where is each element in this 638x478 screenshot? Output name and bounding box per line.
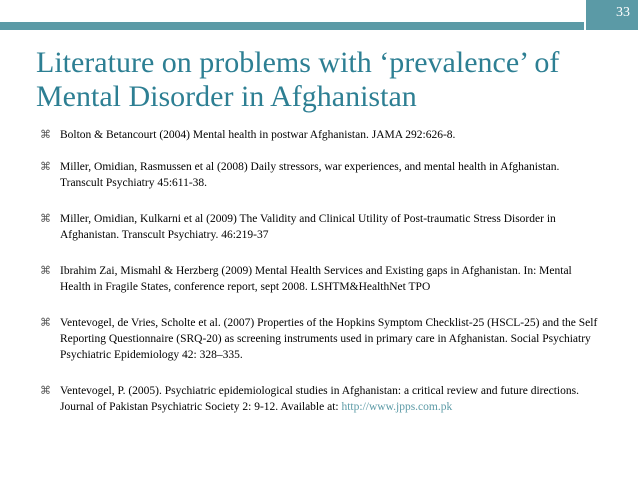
page-number: 33 [616, 5, 630, 20]
reference-text: Miller, Omidian, Kulkarni et al (2009) The Validity and Clinical Utility of Post-traumatic Stress Disorder in Afghanistan. Transcult Psychiatry. 46:219-37 [60, 213, 556, 241]
page-number-box [584, 0, 638, 30]
header-bar [0, 22, 584, 30]
reference-text: Ventevogel, P. (2005). Psychiatric epidemiological studies in Afghanistan: a critical review and future directions. Journal of Pakistan Psychiatric Society 2: 9-12. Available at: [60, 385, 579, 413]
reference-text: Ventevogel, de Vries, Scholte et al. (2007) Properties of the Hopkins Symptom Checklist-25 (HSCL-25) and the Self Reporting Questionnaire (SRQ-20) as screening instruments used in primary care in Afghanistan. Social Psychiatry Psychiatric Epidemiology 42: 328–335. [60, 317, 598, 361]
command-bullet-icon: ⌘ [40, 384, 51, 397]
reference-list [40, 127, 600, 435]
command-bullet-icon: ⌘ [40, 316, 51, 329]
slide-title: Literature on problems with ‘prevalence’ of Mental Disorder in Afghanistan [36, 46, 560, 113]
reference-text: Ibrahim Zai, Mismahl & Herzberg (2009) Mental Health Services and Existing gaps in Afghanistan. In: Mental Health in Fragile States, conference report, sept 2008. LSHTM&HealthNet TPO [60, 265, 572, 293]
command-bullet-icon: ⌘ [40, 264, 51, 277]
command-bullet-icon: ⌘ [40, 212, 51, 225]
reference-item [40, 211, 600, 243]
reference-item [40, 159, 600, 191]
jpps-link[interactable]: http://www.jpps.com.pk [341, 401, 453, 413]
reference-item [40, 263, 600, 295]
reference-item [40, 127, 600, 143]
reference-item [40, 315, 600, 363]
reference-text: Miller, Omidian, Rasmussen et al (2008) Daily stressors, war experiences, and mental health in Afghanistan. Transcult Psychiatry 45:611-38. [60, 161, 560, 189]
command-bullet-icon: ⌘ [40, 128, 51, 141]
reference-item [40, 383, 600, 415]
command-bullet-icon: ⌘ [40, 160, 51, 173]
reference-text: Bolton & Betancourt (2004) Mental health in postwar Afghanistan. JAMA 292:626-8. [60, 129, 456, 141]
